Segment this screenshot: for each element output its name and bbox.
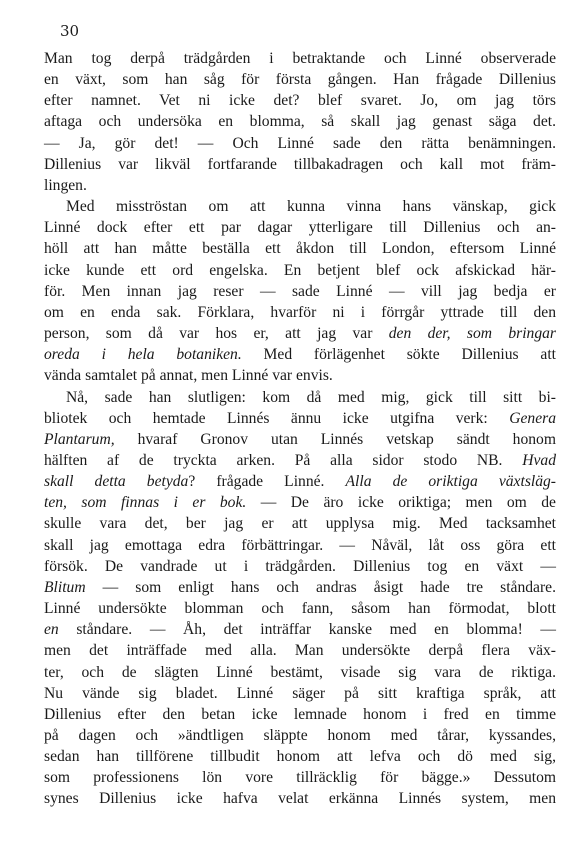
text-segment: skall jag emottaga edra förbättringar. — Nåväl, låt oss göra ett [44, 536, 556, 554]
text-line [44, 196, 556, 217]
text-line [44, 767, 556, 788]
text-line [44, 513, 556, 534]
text-segment: lingen. [44, 176, 87, 194]
italic-text: Alla de oriktiga växtsläg- [345, 473, 557, 491]
text-segment: Med förlägenhet sökte Dillenius att [241, 346, 556, 364]
italic-text: en [44, 621, 59, 639]
text-segment: — Ja, gör det! — Och Linné sade den rätta benämningen. [44, 134, 556, 152]
text-line [44, 133, 556, 154]
text-segment: höll att han måtte beställa ett åkdon till London, eftersom Linné [44, 240, 556, 258]
text-segment: ståndare. — Åh, det inträffar kanske med en blomma! — [58, 621, 556, 639]
text-segment: som professionens lön vore tillräcklig för bägge.» Dessutom [44, 769, 556, 787]
text-line [44, 746, 556, 767]
text-segment: för. Men innan jag reser — sade Linné — vill jag bedja er [44, 282, 556, 300]
text-segment: Linné undersökte blomman och fann, såsom han förmodat, blott [44, 600, 556, 618]
text-line [44, 788, 556, 809]
text-segment: Nå, sade han slutligen: kom då med mig, gick till sitt bi- [66, 388, 556, 406]
text-segment: Med misströstan om att kunna vinna hans vänskap, gick [66, 198, 556, 216]
italic-text: Hvad [522, 451, 556, 469]
text-line [44, 90, 556, 111]
text-segment: men det inträffade med alla. Man undersökte derpå flera väx- [44, 642, 556, 660]
text-line [44, 662, 556, 683]
text-segment: på dagen och »ändtligen släppte honom med tårar, kyssandes, [44, 727, 556, 744]
text-line [44, 387, 556, 408]
text-segment: synes Dillenius icke hafva velat erkänna Linnés system, men [44, 790, 556, 808]
text-segment: ? frågade Linné. [188, 473, 346, 491]
text-line [44, 238, 556, 259]
italic-text: den der, som bringar [388, 325, 557, 343]
text-line [44, 281, 556, 302]
text-line [44, 260, 556, 281]
italic-text: oreda i hela botaniken. [44, 346, 242, 364]
page-number: 30 [60, 22, 80, 40]
text-segment: Dillenius var likväl fortfarande tillbakadragen och kall mot främ- [44, 155, 556, 173]
text-segment: efter namnet. Vet ni icke det? blef svaret. Jo, om jag törs [44, 92, 556, 110]
text-segment: — De äro icke oriktiga; men om de [246, 494, 556, 512]
italic-text: Blitum [44, 578, 86, 596]
text-segment: hälften af de tryckta arken. På alla sidor stodo NB. [44, 451, 523, 469]
text-line [44, 175, 556, 196]
italic-text: Plantarum, [44, 430, 115, 448]
italic-text: skall detta betyda [44, 473, 189, 491]
text-line [44, 704, 556, 725]
text-line [44, 535, 556, 556]
text-line [44, 408, 556, 429]
text-line [44, 69, 556, 90]
text-line [44, 429, 556, 450]
text-segment: bliotek och hemtade Linnés ännu icke utgifna verk: [44, 409, 510, 427]
text-segment: vända samtalet på annat, men Linné var envis. [44, 367, 333, 385]
text-line [44, 154, 556, 175]
text-segment: Nu vände sig bladet. Linné säger på sitt kraftiga språk, att [44, 684, 556, 702]
text-segment: hvaraf Gronov utan Linnés vetskap sändt honom [114, 430, 556, 448]
text-segment: om en enda sak. Förklara, hvarför ni i förrgår yttrade till den [44, 303, 556, 321]
text-line [44, 302, 556, 323]
text-line [44, 111, 556, 132]
text-line [44, 365, 556, 386]
text-line [44, 725, 556, 746]
text-segment: Dillenius efter den betan icke lemnade honom i fred en timme [44, 705, 556, 723]
text-line [44, 471, 556, 492]
italic-text: Genera [509, 409, 556, 427]
text-line [44, 323, 556, 344]
text-line [44, 217, 556, 238]
text-segment: en växt, som han såg för första gången. Han frågade Dillenius [44, 71, 556, 89]
text-segment: icke kunde ett ord engelska. En betjent blef ock afskickad här- [44, 261, 556, 279]
text-line [44, 48, 556, 69]
italic-text: ten, som finnas i er bok. [44, 494, 247, 512]
text-line [44, 683, 556, 704]
text-line [44, 598, 556, 619]
text-segment: aftaga och undersöka en blomma, så skall jag genast säga det. [44, 113, 556, 131]
text-segment: ter, och de slägten Linné bestämt, visade sig vara de riktiga. [44, 663, 556, 681]
text-segment: — som enligt hans och andras åsigt hade tre ståndare. [85, 578, 556, 596]
body-text [44, 48, 556, 810]
text-line [44, 619, 556, 640]
text-segment: försök. De vandrade ut i trädgården. Dillenius tog en växt — [44, 557, 556, 575]
text-segment: Man tog derpå trädgården i betraktande och Linné observerade [44, 50, 556, 67]
text-segment: Linné dock efter ett par dagar ytterligare till Dillenius och an- [44, 219, 556, 237]
text-segment: sedan han tillförene tillbudit honom att lefva och dö med sig, [44, 748, 556, 766]
text-line [44, 577, 556, 598]
text-line [44, 556, 556, 577]
text-line [44, 640, 556, 661]
text-line [44, 450, 556, 471]
text-segment: skulle vara det, ber jag er att upplysa mig. Med tacksamhet [44, 515, 556, 533]
text-segment: person, som då var hos er, att jag var [44, 325, 389, 343]
text-line [44, 492, 556, 513]
text-line [44, 344, 556, 365]
